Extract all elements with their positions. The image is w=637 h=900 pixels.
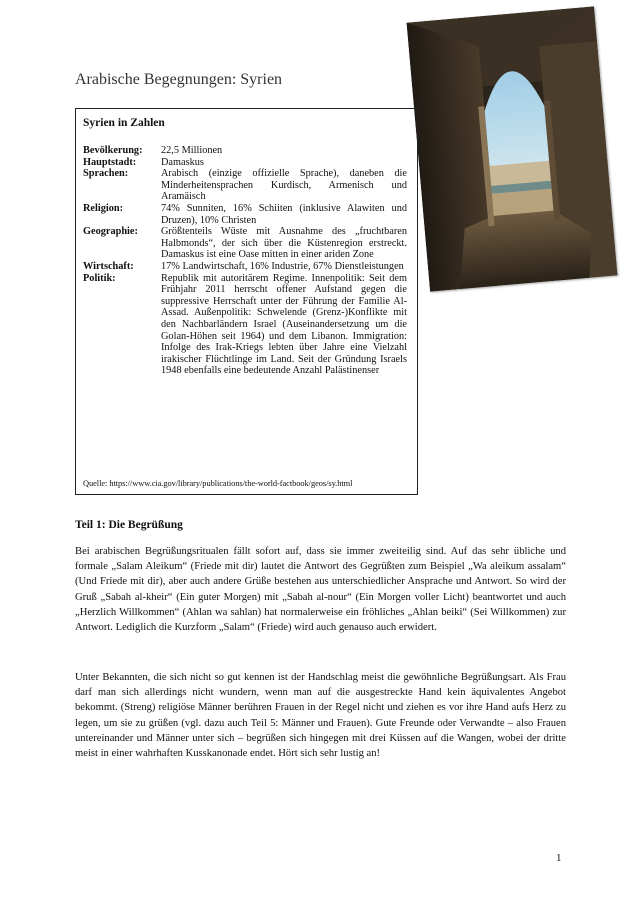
page-title: Arabische Begegnungen: Syrien xyxy=(75,71,283,88)
paragraph: Bei arabischen Begrüßungsritualen fällt sofort auf, dass sie immer zweiteilig sind. Auf das sehr übliche und formale „Salam Aleikum“ (Friede mit dir) lautet die Antwort des Gegrüßten zum Beispiel „Wa aleikum assalam“ (Und Friede mit dir), aber auch andere Grüße bestehen aus unterschiedlicher Ansprache und Antwort. So wird der Gruß „Sabah al-kheir“ (Ein guter Morgen) mit „Sabah al-nour“ (Ein Morgen voller Licht) beantwortet und auch „Herzlich Willkommen“ (Ahlan wa sahlan) hat normalerweise ein fröhliches „Ahlan beiki“ (Sei Willkommen) zur Antwort. Lediglich die Kurzform „Salam“ (Friede) wird auch genauso auch erwidert. xyxy=(75,546,566,634)
fact-label: Sprachen: xyxy=(83,168,129,180)
syria-window-photo xyxy=(407,6,618,291)
fact-value: 22,5 Millionen xyxy=(161,145,223,156)
page-number: 1 xyxy=(556,852,562,864)
facts-source: Quelle: https://www.cia.gov/library/publications/the-world-factbook/geos/sy.html xyxy=(83,479,353,488)
fact-row-languages xyxy=(83,168,407,203)
section-heading: Teil 1: Die Begrüßung xyxy=(75,519,183,531)
fact-value: Republik mit autoritärem Regime. Innenpolitik: Seit dem Frühjahr 2011 herrscht offener Aufstand gegen die suppressive Herrschaft unter der Führung der Familie Al-Assad. Außenpolitik: Schwelende (Grenz-)Konflikte mit den Nachbarländern Israel (Auseinandersetzung um die Golan-Höhen seit 1964) und dem Libanon. Immigration: Infolge des Irak-Kriegs lebten über Jahre eine Vielzahl irakischer Flüchtlinge im Land. Seit der Gründung Israels 1948 ebenfalls eine bedeutende Anzahl Palästinenser xyxy=(161,272,407,377)
fact-value: Größtenteils Wüste mit Ausnahme des „fruchtbaren Halbmonds“, der sich über die Küstenregion erstreckt. Damaskus ist eine Oase mitten in einer ariden Zone xyxy=(161,226,407,261)
fact-label: Bevölkerung: xyxy=(83,145,143,156)
fact-value: 74% Sunniten, 16% Schiiten (inklusive Alawiten und Druzen), 10% Christen xyxy=(161,202,407,226)
facts-box xyxy=(75,108,418,495)
fact-label: Religion: xyxy=(83,202,124,214)
fact-row-geography xyxy=(83,226,407,261)
fact-label: Politik: xyxy=(83,272,116,284)
fact-value: Damaskus xyxy=(161,156,204,168)
fact-label: Hauptstadt: xyxy=(83,156,137,168)
fact-value: Arabisch (einzige offizielle Sprache), daneben die Minderheitensprachen Kurdisch, Armenisch und Aramäisch xyxy=(161,168,407,203)
fact-row-religion xyxy=(83,203,407,226)
photo-image xyxy=(407,6,618,291)
fact-label: Geographie: xyxy=(83,226,138,238)
fact-row-capital xyxy=(83,157,407,169)
fact-row-population xyxy=(83,145,407,157)
fact-value: 17% Landwirtschaft, 16% Industrie, 67% Dienstleistungen xyxy=(161,260,404,272)
paragraph: Unter Bekannten, die sich nicht so gut kennen ist der Handschlag meist die gewöhnliche Begrüßungsart. Als Frau darf man sich allerdings nicht wundern, wenn man auf die ausgestreckte Hand kein äquivalentes Angebot bekommt. (Streng) religiöse Männer berühren Frauen in der Regel nicht und ziehen es vor ihre Hand aufs Herz zu legen, um sie zu grüßen (vgl. dazu auch Teil 5: Männer und Frauen). Gute Freunde oder Verwandte – also Frauen untereinander und Männer unter sich – begrüßen sich hingegen mit drei Küssen auf die Wangen, wobei der dritte meist in einer wahrhaften Kusskanonade endet. Hört sich sehr lustig an! xyxy=(75,672,566,760)
facts-title: Syrien in Zahlen xyxy=(83,117,165,129)
fact-label: Wirtschaft: xyxy=(83,260,134,272)
fact-row-politics xyxy=(83,273,407,377)
fact-row-economy xyxy=(83,261,407,273)
